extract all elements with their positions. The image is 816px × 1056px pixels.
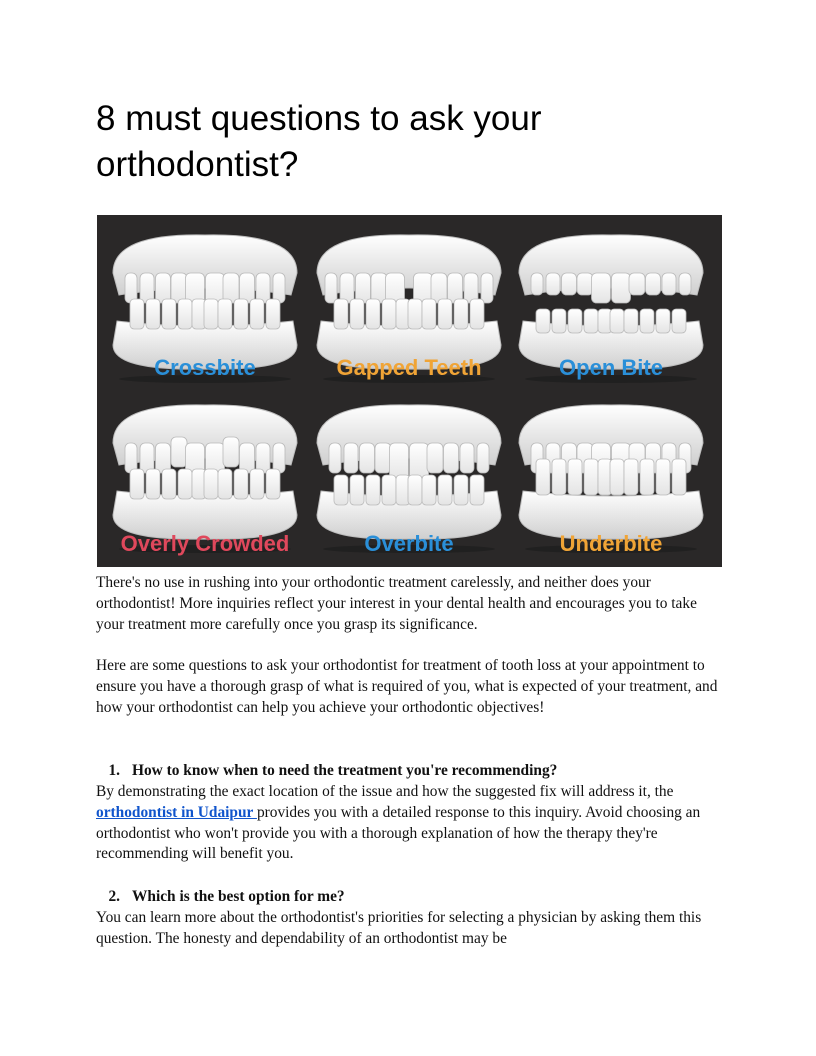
intro-paragraph: There's no use in rushing into your orthodontic treatment carelessly, and neither does your orthodontist! More inquiries reflect your interest in your dental health and encourages you to take your treatment more carefully once you grasp its significance.: [96, 574, 697, 633]
question-2-heading: [96, 887, 726, 908]
page-title: 8 must questions to ask your orthodontist?: [96, 99, 542, 184]
figure-label-4: Overly Crowded: [120, 531, 290, 556]
figure-label-5: Overbite: [364, 531, 454, 556]
second-paragraph: Here are some questions to ask your orthodontist for treatment of tooth loss at your appointment to ensure you have a thorough grasp of what is required of you, what is expected of your treatment, and how your orthodontist can help you achieve your orthodontic objectives!: [96, 657, 718, 716]
question-2-answer: You can learn more about the orthodontist's priorities for selecting a physician by asking them this question. The honesty and dependability of an orthodontist may be: [96, 909, 702, 947]
question-2-text: Which is the best option for me?: [132, 888, 345, 905]
figure-label-3: Open Bite: [559, 355, 663, 380]
figure-label-2: Gapped Teeth: [336, 355, 482, 380]
question-1-number: 1.: [108, 762, 120, 779]
question-1-heading: [96, 761, 726, 782]
question-1-text: How to know when to need the treatment you're recommending?: [132, 762, 558, 779]
figure-label-6: Underbite: [559, 531, 663, 556]
figure-label-1: Crossbite: [154, 355, 256, 380]
orthodontist-udaipur-link[interactable]: orthodontist in Udaipur: [96, 803, 257, 821]
question-1-answer: [96, 782, 726, 865]
question-2-number: 2.: [108, 888, 120, 905]
answer-1-after-link: provides you with a detailed response to this inquiry. Avoid choosing an orthodontist who won't provide you with a thorough explanation of how the therapy they're recommending will benefit you.: [96, 803, 701, 863]
answer-1-before-link: By demonstrating the exact location of the issue and how the suggested fix will address it, the: [96, 783, 674, 800]
malocclusion-types-image: [97, 215, 722, 567]
